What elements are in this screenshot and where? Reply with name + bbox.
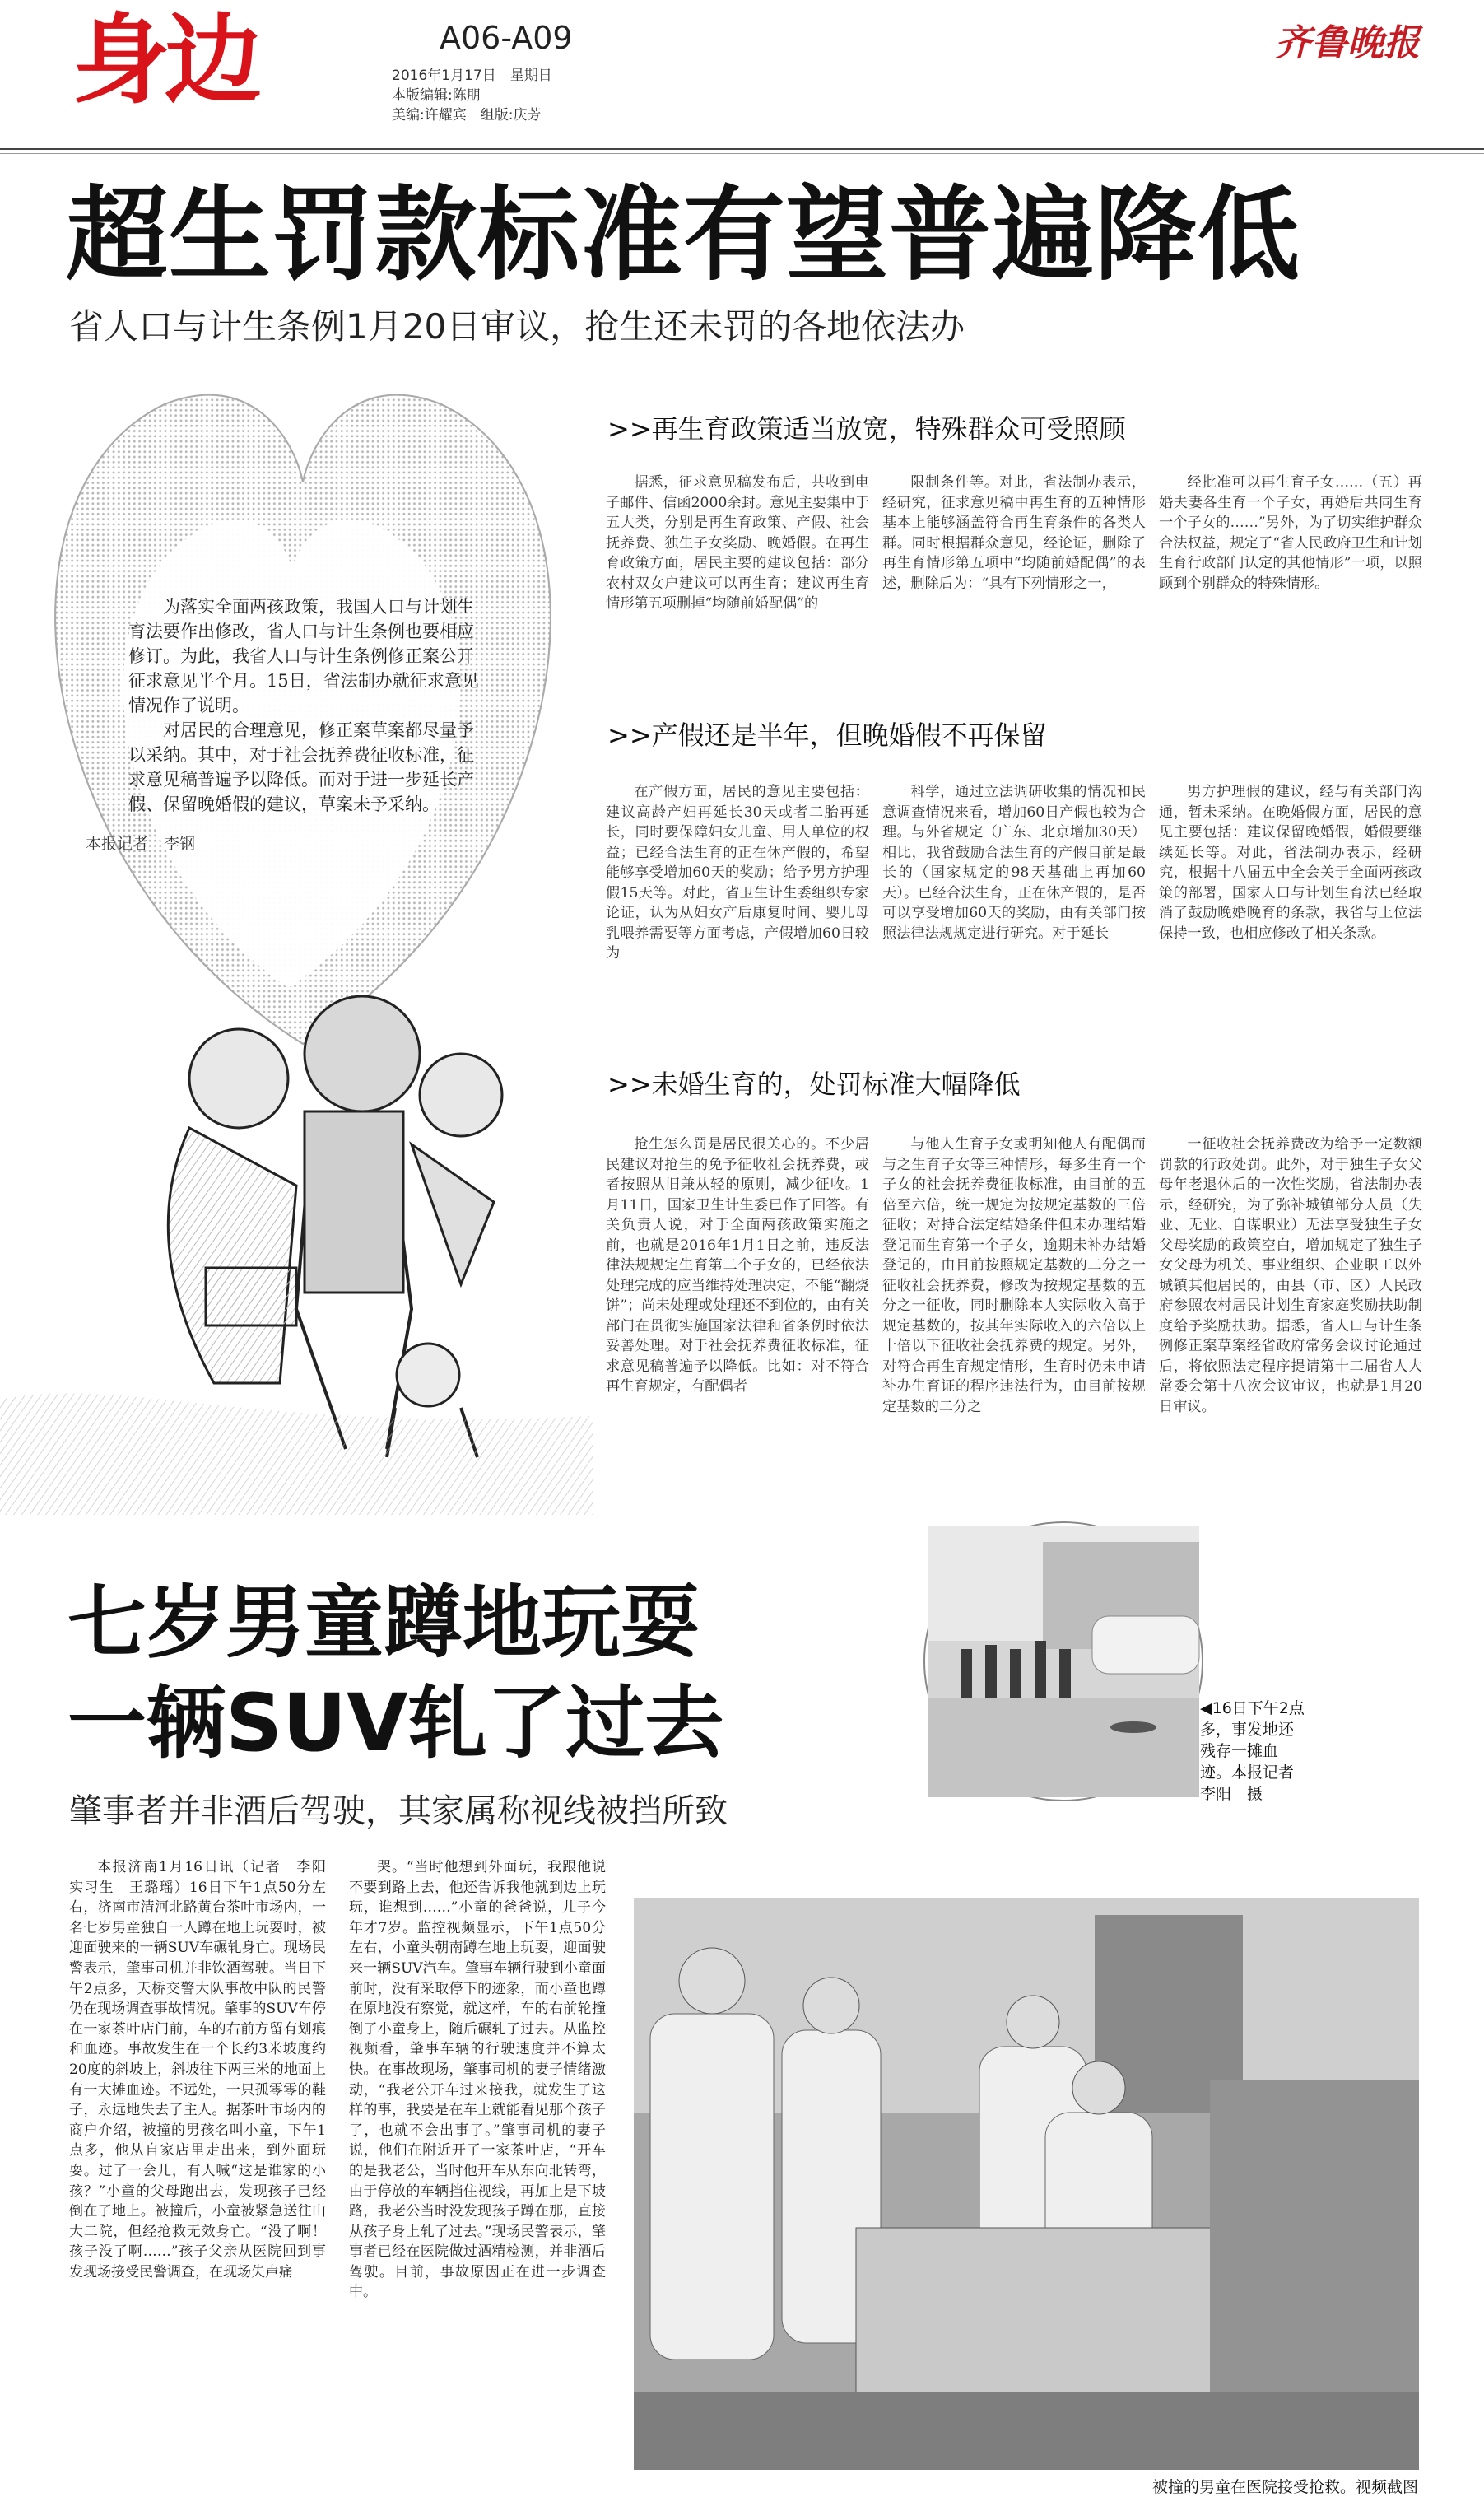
section3-column: 一征收社会抚养费改为给予一定数额罚款的行政处罚。此外，对于独生子女父母年老退休后的一次性奖励，省法制办表示，经研究，为了弥补城镇部分人员（失业、无业、自谋职业）无法享受独生子女父母奖励的政策空白，增加规定了独生子女父母为机关、事业组织、企业职工以外城镇其他居民的，由县（市、区）人民政府参照农村居民计划生育家庭奖励扶助制度给予奖励扶助。据悉，省人口与计生条例修正案草案经省政府常务会议讨论通过后，将依照法定程序提请第十二届省人大常委会第十八次会议审议，也就是1月20日审议。 [1159, 1136, 1422, 1415]
story1-byline: 本报记者 李钢 [86, 835, 196, 853]
section1-column: 据悉，征求意见稿发布后，共收到电子邮件、信函2000余封。意见主要集中于五大类，分别是再生育政策、产假、社会抚养费、独生子女奖励、晚婚假。在再生育政策方面，居民主要的建议包括：部分农村双女户建议可以再生育；建议再生育情形第五项删掉“均随前婚配偶”的 [606, 474, 869, 612]
meta-date: 2016年1月17日 星期日 [392, 68, 552, 84]
meta-designer: 美编:许耀宾 组版:庆芳 [392, 107, 542, 123]
page-code: A06-A09 [440, 20, 573, 56]
heart-family-illustration [0, 362, 593, 1515]
intro-paragraph: 为落实全面两孩政策，我国人口与计划生育法要作出修改，省人口与计生条例也要相应修订。为此，我省人口与计生条例修正案公开征求意见半个月。15日，省法制办就征求意见情况作了说明。 [128, 597, 479, 715]
accident-scene-photo [925, 1523, 1202, 1800]
section1-subhead: >>再生育政策适当放宽，特殊群众可受照顾 [607, 413, 1126, 445]
section3-column: 抢生怎么罚是居民很关心的。不少居民建议对抢生的免予征收社会抚养费，或者按照从旧兼从轻的原则，减少征收。1月11日，国家卫生计生委已作了回答。有关负责人说，对于全面两孩政策实施之前，也就是2016年1月1日之前，违反法律法规规定生育第二个子女的，已经依法处理完成的应当维持处理决定，不能“翻烧饼”；尚未处理或处理还不到位的，由有关部门在贯彻实施国家法律和省条例时依法妥善处理。对于社会抚养费征收标准，征求意见稿普遍予以降低。比如：对不符合再生育规定，有配偶者 [606, 1136, 869, 1395]
story2-column: 本报济南1月16日讯（记者 李阳 实习生 王璐瑶）16日下午1点50分左右，济南市清河北路黄台茶叶市场内，一名七岁男童独自一人蹲在地上玩耍时，被迎面驶来的一辆SUV车碾轧身亡。现场民警表示，肇事司机并非饮酒驾驶。当日下午2点多，天桥交警大队事故中队的民警仍在现场调查事故情况。肇事的SUV车停在一家茶叶店门前，车的右前方留有划痕和血迹。事故发生在一个长约3米坡度约20度的斜坡上，斜坡往下两三米的地面上有一大摊血迹。不远处，一只孤零零的鞋子，永远地失去了主人。据茶叶市场内的商户介绍，被撞的男孩名叫小童，下午1点多，他从自家店里走出来，到外面玩耍。过了一会儿，有人喊“这是谁家的小孩？”小童的父母跑出去，发现孩子已经倒在了地上。被撞后，小童被紧急送往山大二院，但经抢救无效身亡。“没了啊！孩子没了啊……”孩子父亲从医院回到事发现场接受民警调查，在现场失声痛 [69, 1859, 340, 2280]
story2-deck: 肇事者并非酒后驾驶，其家属称视线被挡所致 [69, 1792, 728, 1830]
header-rule [0, 148, 1484, 150]
story1-deck: 省人口与计生条例1月20日审议，抢生还未罚的各地依法办 [69, 306, 965, 347]
section3-column: 与他人生育子女或明知他人有配偶而与之生育子女等三种情形，每多生育一个子女的社会抚养费征收标准，由目前的五倍至六倍，统一规定为按规定基数的三倍征收；对持合法定结婚条件但未办理结婚登记而生育第一个子女，逾期未补办结婚登记的，由目前按照规定基数的二分之一征收社会抚养费，修改为按规定基数的五分之一征收，同时删除本人实际收入高于规定基数的，按其年实际收入的六倍以上十倍以下征收社会抚养费的规定。另外，对符合再生育规定情形，生育时仍未申请补办生育证的程序违法行为，由目前按规定基数的二分之 [882, 1136, 1146, 1415]
accident-scene-image [928, 1526, 1199, 1797]
story2-headline-line: 七岁男童蹲地玩耍 [67, 1577, 700, 1669]
story2-headline [67, 1572, 723, 1773]
hospital-photo [634, 1898, 1419, 2470]
paper-logo: 齐鲁晚报 [1275, 22, 1420, 64]
section2-subhead: >>产假还是半年，但晚婚假不再保留 [607, 720, 1047, 751]
photo2-caption: 被撞的男童在医院接受抢救。视频截图 [1151, 2478, 1418, 2496]
section1-column: 限制条件等。对此，省法制办表示，经研究，征求意见稿中再生育的五种情形基本上能够涵盖符合再生育条件的各类人群。同时根据群众意见，经论证，删除了再生育情形第五项中“均随前婚配偶”的表述，删除后为：“具有下列情形之一， [882, 474, 1146, 592]
section-title: 身边 [72, 3, 258, 117]
section3-subhead: >>未婚生育的，处罚标准大幅降低 [607, 1069, 1021, 1100]
section1-column: 经批准可以再生育子女……（五）再婚夫妻各生育一个子女，再婚后共同生育一个子女的……”另外，为了切实维护群众合法权益，规定了“省人民政府卫生和计划生育行政部门认定的其他情形”一项，以照顾到个别群众的特殊情形。 [1159, 474, 1422, 592]
section2-column: 男方护理假的建议，经与有关部门沟通，暂未采纳。在晚婚假方面，居民的意见主要包括：建议保留晚婚假，婚假要继续延长等。对此，省法制办表示，经研究，根据十八届五中全会关于全面两孩政策的部署，国家人口与计划生育法已经取消了鼓励晚婚晚育的条款，我省与上位法保持一致，也相应修改了相关条款。 [1159, 784, 1422, 942]
section2-column: 在产假方面，居民的意见主要包括：建议高龄产妇再延长30天或者二胎再延长，同时要保障妇女儿童、用人单位的权益；已经合法生育的正在休产假的，希望能够享受增加60天的奖励；给予男方护理假15天等。对此，省卫生计生委组织专家论证，认为从妇女产后康复时间、婴儿母乳喂养需要等方面考虑，产假增加60日较为 [606, 784, 869, 962]
story2-headline-line: 一辆SUV轧了过去 [67, 1677, 724, 1769]
header-rule-thin [0, 153, 1484, 154]
hospital-image [634, 1898, 1419, 2470]
story2-column: 哭。“当时他想到外面玩，我跟他说不要到路上去，他还告诉我他就到边上玩玩，谁想到……”小童的爸爸说，儿子今年才7岁。监控视频显示，下午1点50分左右，小童头朝南蹲在地上玩耍，迎面驶来一辆SUV汽车。肇事车辆行驶到小童面前时，没有采取停下的迹象，而小童也蹲在原地没有察觉，就这样，车的右前轮撞倒了小童身上，随后碾轧了过去。从监控视频看，肇事车辆的行驶速度并不算太快。在事故现场，肇事司机的妻子情绪激动，“我老公开车过来接我，就发生了这样的事，我要是在车上就能看见那个孩子了，也就不会出事了。”肇事司机的妻子说，他们在附近开了一家茶叶店，“开车的是我老公，当时他开车从东向北转弯，由于停放的车辆挡住视线，再加上是下坡路，我老公当时没发现孩子蹲在那，直接从孩子身上轧了过去。”现场民警表示，肇事者已经在医院做过酒精检测，并非酒后驾驶。目前，事故原因正在进一步调查中。 [349, 1859, 606, 2301]
page-meta [392, 66, 552, 125]
meta-editor: 本版编辑:陈朋 [392, 87, 481, 104]
story1-headline: 超生罚款标准有望普遍降低 [66, 176, 1301, 295]
intro-paragraph: 对居民的合理意见，修正案草案都尽量予以采纳。其中，对于社会抚养费征收标准，征求意见稿普遍予以降低。而对于进一步延长产假、保留晚婚假的建议，草案未予采纳。 [128, 720, 474, 814]
photo1-caption: ◀16日下午2点多，事发地还残存一摊血迹。本报记者 李阳 摄 [1200, 1699, 1310, 1803]
story1-intro [128, 594, 482, 817]
section2-column: 科学，通过立法调研收集的情况和民意调查情况来看，增加60日产假也较为合理。与外省规定（广东、北京增加30天）相比，我省鼓励合法生育的产假目前是最长的（国家规定的98天基础上再加60天）。已经合法生育，正在休产假的，是否可以享受增加60天的奖励，由有关部门按照法律法规规定进行研究。对于延长 [882, 784, 1146, 942]
